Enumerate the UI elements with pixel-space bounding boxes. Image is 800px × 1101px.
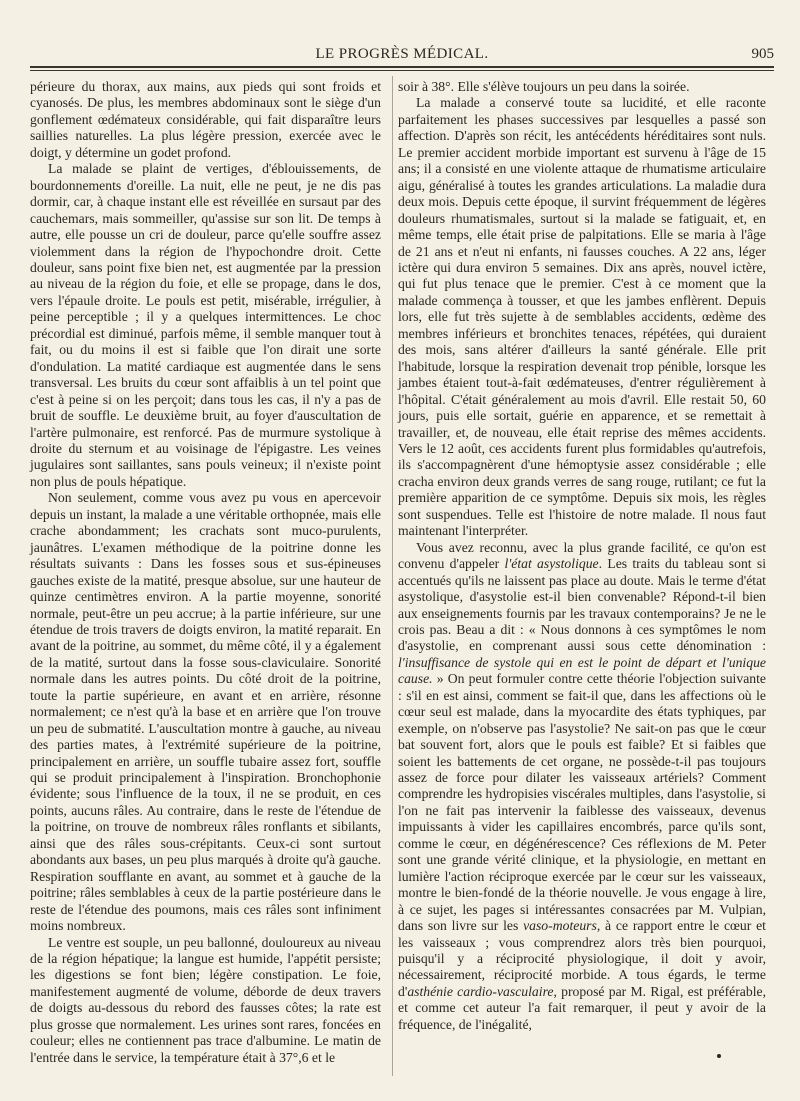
ink-dot xyxy=(717,1054,721,1058)
paragraph: Non seulement, comme vous avez pu vous en apercevoir depuis un instant, la malade a une véritable orthopnée, mais elle crache abondamment; les crachats sont muco-purulents, jaunâtres. L'examen méthodique de la poitrine donne les résultats suivants : Dans les fosses sous et sus-épineuses gauches existe de la matité, presque absolue, sur une hauteur de quinze centimètres environ. A la partie moyenne, sonorité normale, peut-être un peu accrue; à la partie inférieure, sur une étendue de trois travers de doigts environ, la matité reparait. En avant de la poitrine, au sommet, du même côté, il y a également de la matité, surtout dans la fosse sous-claviculaire. Sonorité normale dans les autres points. Du côté droit de la poitrine, toute la partie supérieure, en avant et en arrière, résonne normalement; ce n'est qu'à la base et en arrière que l'on trouve un peu de submatité. L'auscultation montre à gauche, au niveau des parties mates, à l'extrémité supérieure de la poitrine, principalement en arrière, un souffle tubaire assez fort, souffle qui se produit principalement à l'inspiration. Bronchophonie évidente; sous l'influence de la toux, il ne se produit, en ces points, aucuns râles. Au contraire, dans le reste de l'étendue de la poitrine, on trouve de nombreux râles ronflants et sibilants, ainsi que des râles sous-crépitants. Ceux-ci sont surtout abondants aux bases, un peu plus marqués à droite qu'à gauche. Respiration soufflante en avant, au sommet et à gauche de la poitrine; râles semblables à ceux de la partie postérieure dans le reste de l'étendue des poumons, mais ces râles sont infiniment moins nombreux. xyxy=(30,490,381,934)
left-column xyxy=(30,79,381,1066)
column-divider xyxy=(392,76,393,1076)
paragraph: La malade se plaint de vertiges, d'éblouissements, de bourdonnements d'oreille. La nuit, elle ne peut, je ne dis pas dormir, car, à chaque instant elle est réveillée en sursaut par des cauchemars, mais sommeiller, qu'assise sur son lit. De temps à autre, elle pousse un cri de douleur, parce qu'elle souffre assez violemment dans la région de l'hypochondre droit. Cette douleur, sans point fixe bien net, est augmentée par la pression au niveau de la région du foie, et elle se propage, dans le dos, vers l'épaule droite. Le pouls est petit, misérable, irrégulier, à peine perceptible ; il y a quelques intermittences. Le choc précordial est diminué, parfois même, il semble manquer tout à fait, ou du moins il est si faible que l'on dirait une sorte d'ondulation. La matité cardiaque est augmentée dans le sens transversal. Les bruits du cœur sont affaiblis à un tel point que c'est à peine si on les perçoit; dans tous les cas, il n'y a pas de bruit de souffle. Le deuxième bruit, au foyer d'auscultation de l'artère pulmonaire, est renforcé. Pas de murmure systolique à droite du sternum et au voisinage de l'épigastre. Les veines jugulaires sont saillantes, sans pouls veineux; il n'existe point non plus de pouls hépatique. xyxy=(30,161,381,489)
paragraph: La malade a conservé toute sa lucidité, et elle raconte parfaitement les phases successives par lesquelles a passé son affection. D'après son récit, les antécédents héréditaires sont nuls. Le premier accident morbide important est survenu à l'âge de 15 ans; il a consisté en une violente attaque de rhumatisme articulaire aigu, généralisé à toutes les grandes articulations. La maladie dura deux mois. Depuis cette époque, il survint fréquemment de légères douleurs rhumatismales, surtout si la malade se fatiguait, et, en même temps, elle était prise de palpitations. Elle se maria à l'âge de 21 ans et n'eut ni enfants, ni fausses couches. A 22 ans, léger ictère qui dura environ 5 semaines. Dix ans après, nouvel ictère, qui fut plus tenace que le premier. C'est à ce moment que la malade commença à tousser, et que les jambes enflèrent. Depuis lors, elle fut très sujette à de semblables accidents, œdème des membres inférieurs et bronchites tenaces, répétées, qui duraient des mois, sans altérer d'ailleurs la santé générale. Elle prit l'habitude, lorsque la respiration devenait trop pénible, lorsque les jambes étaient tout-à-fait œdémateuses, d'entrer régulièrement à l'hôpital. C'était généralement au mois d'avril. Elle restait 50, 60 jours, puis elle sortait, guérie en apparence, et se remettait à travailler, et, de nouveau, elle était reprise des mêmes accidents. Vers le 12 août, ces accidents furent plus formidables qu'autrefois, ils s'accompagnèrent d'une hémoptysie assez considérable ; elle cracha environ deux grands verres de sang rouge, rutilant; ce fut la première apparition de ce symptôme. Depuis six mois, les règles sont suspendues. Telle est l'histoire de notre malade. Il nous faut maintenant l'interpréter. xyxy=(398,95,766,539)
italic-term: asthénie cardio-vasculaire xyxy=(407,983,554,999)
paragraph: Le ventre est souple, un peu ballonné, douloureux au niveau de la région hépatique; la langue est humide, l'appétit persiste; les digestions se font bien; légère constipation. Le foie, manifestement augmenté de volume, déborde de deux travers de doigts au-dessous du rebord des fausses côtes; la rate est plus grosse que normalement. Les urines sont rares, foncées en couleur; elles ne contiennent pas trace d'albumine. Le matin de l'entrée dans le service, la température était à 37°,6 et le xyxy=(30,934,381,1065)
running-header xyxy=(30,44,774,64)
paragraph xyxy=(398,540,766,1034)
italic-term: l'état asystolique xyxy=(504,556,599,572)
text-run: . Les traits du tableau sont si accentués qu'ils ne laissent pas place au doute. Mais le terme d'état asystolique, d'asystolie est-il bien convenable? Répond-t-il bien aux enseignements fournis par les travaux contemporains? Je ne le crois pas. Beau a dit : « Nous donnons à ces symptômes le nom d'asystolie, en comprenant aussi sous cette dénomination : xyxy=(398,556,767,654)
text-run: Vous avez reconnu, avec la plus grande facilité, ce qu'on est convenu d'appeler xyxy=(398,539,766,572)
italic-quote: l'insuffisance de systole qui en est le point de départ et l'unique cause. xyxy=(398,654,766,687)
page-number: 905 xyxy=(751,46,774,62)
paragraph: soir à 38°. Elle s'élève toujours un peu dans la soirée. xyxy=(398,79,690,94)
header-rule-thin xyxy=(30,70,774,71)
italic-term: vaso-moteurs xyxy=(523,918,597,934)
text-run: » On peut formuler contre cette théorie l'objection suivante : s'il en est ainsi, comment se fait-il que, dans les affections où le cœur seul est malade, dans la myocardite des états typhiques, par exemple, on n'observe pas l'asystolie? Ne sait-on pas que le cœur bat souvent fort, alors que le pouls est faible? Et si faibles que soient les battements de cet organe, ne possède-t-il pas toujours assez de force pour dilater les vaisseaux artériels? Comment comprendre les hydropisies viscérales multiples, dans l'asystolie, si l'on ne fait pas intervenir la faiblesse des vaisseaux, devenus impuissants à vider les capillaires encombrés, parce qu'ils sont, comme le cœur, en dégénérescence? Ces réflexions de M. Peter sont une grande vérité clinique, et la physiologie, en mettant en lumière l'action réciproque exercée par le cœur sur les vaisseaux, montre le bien-fondé de la théorie nouvelle. Je vous engage à lire, à ce sujet, les pages si intéressantes consacrées par M. Vulpian, dans son livre sur les xyxy=(398,671,766,934)
right-column xyxy=(398,79,766,1033)
header-rule-thick xyxy=(30,66,774,68)
text-run: , proposé par M. Rigal, est préférable, et comme cet auteur l'a fait remarquer, il peut y avoir de la fréquence, de l'inégalité, xyxy=(398,983,766,1032)
text-run: , à ce rapport entre le cœur et les vaisseaux ; vous comprendrez alors très bien pourquoi, puisqu'il y a réciprocité physiologique, il doit y avoir, nécessairement, réciprocité morbide. A tous égards, le terme d' xyxy=(398,918,766,999)
paragraph: périeure du thorax, aux mains, aux pieds qui sont froids et cyanosés. De plus, les membres abdominaux sont le siège d'un gonflement œdémateux considérable, qui fait disparaître leurs saillies naturelles. La plus légère pression, exercée avec le doigt, y détermine un godet profond. xyxy=(30,79,381,160)
journal-title: LE PROGRÈS MÉDICAL. xyxy=(315,46,489,62)
